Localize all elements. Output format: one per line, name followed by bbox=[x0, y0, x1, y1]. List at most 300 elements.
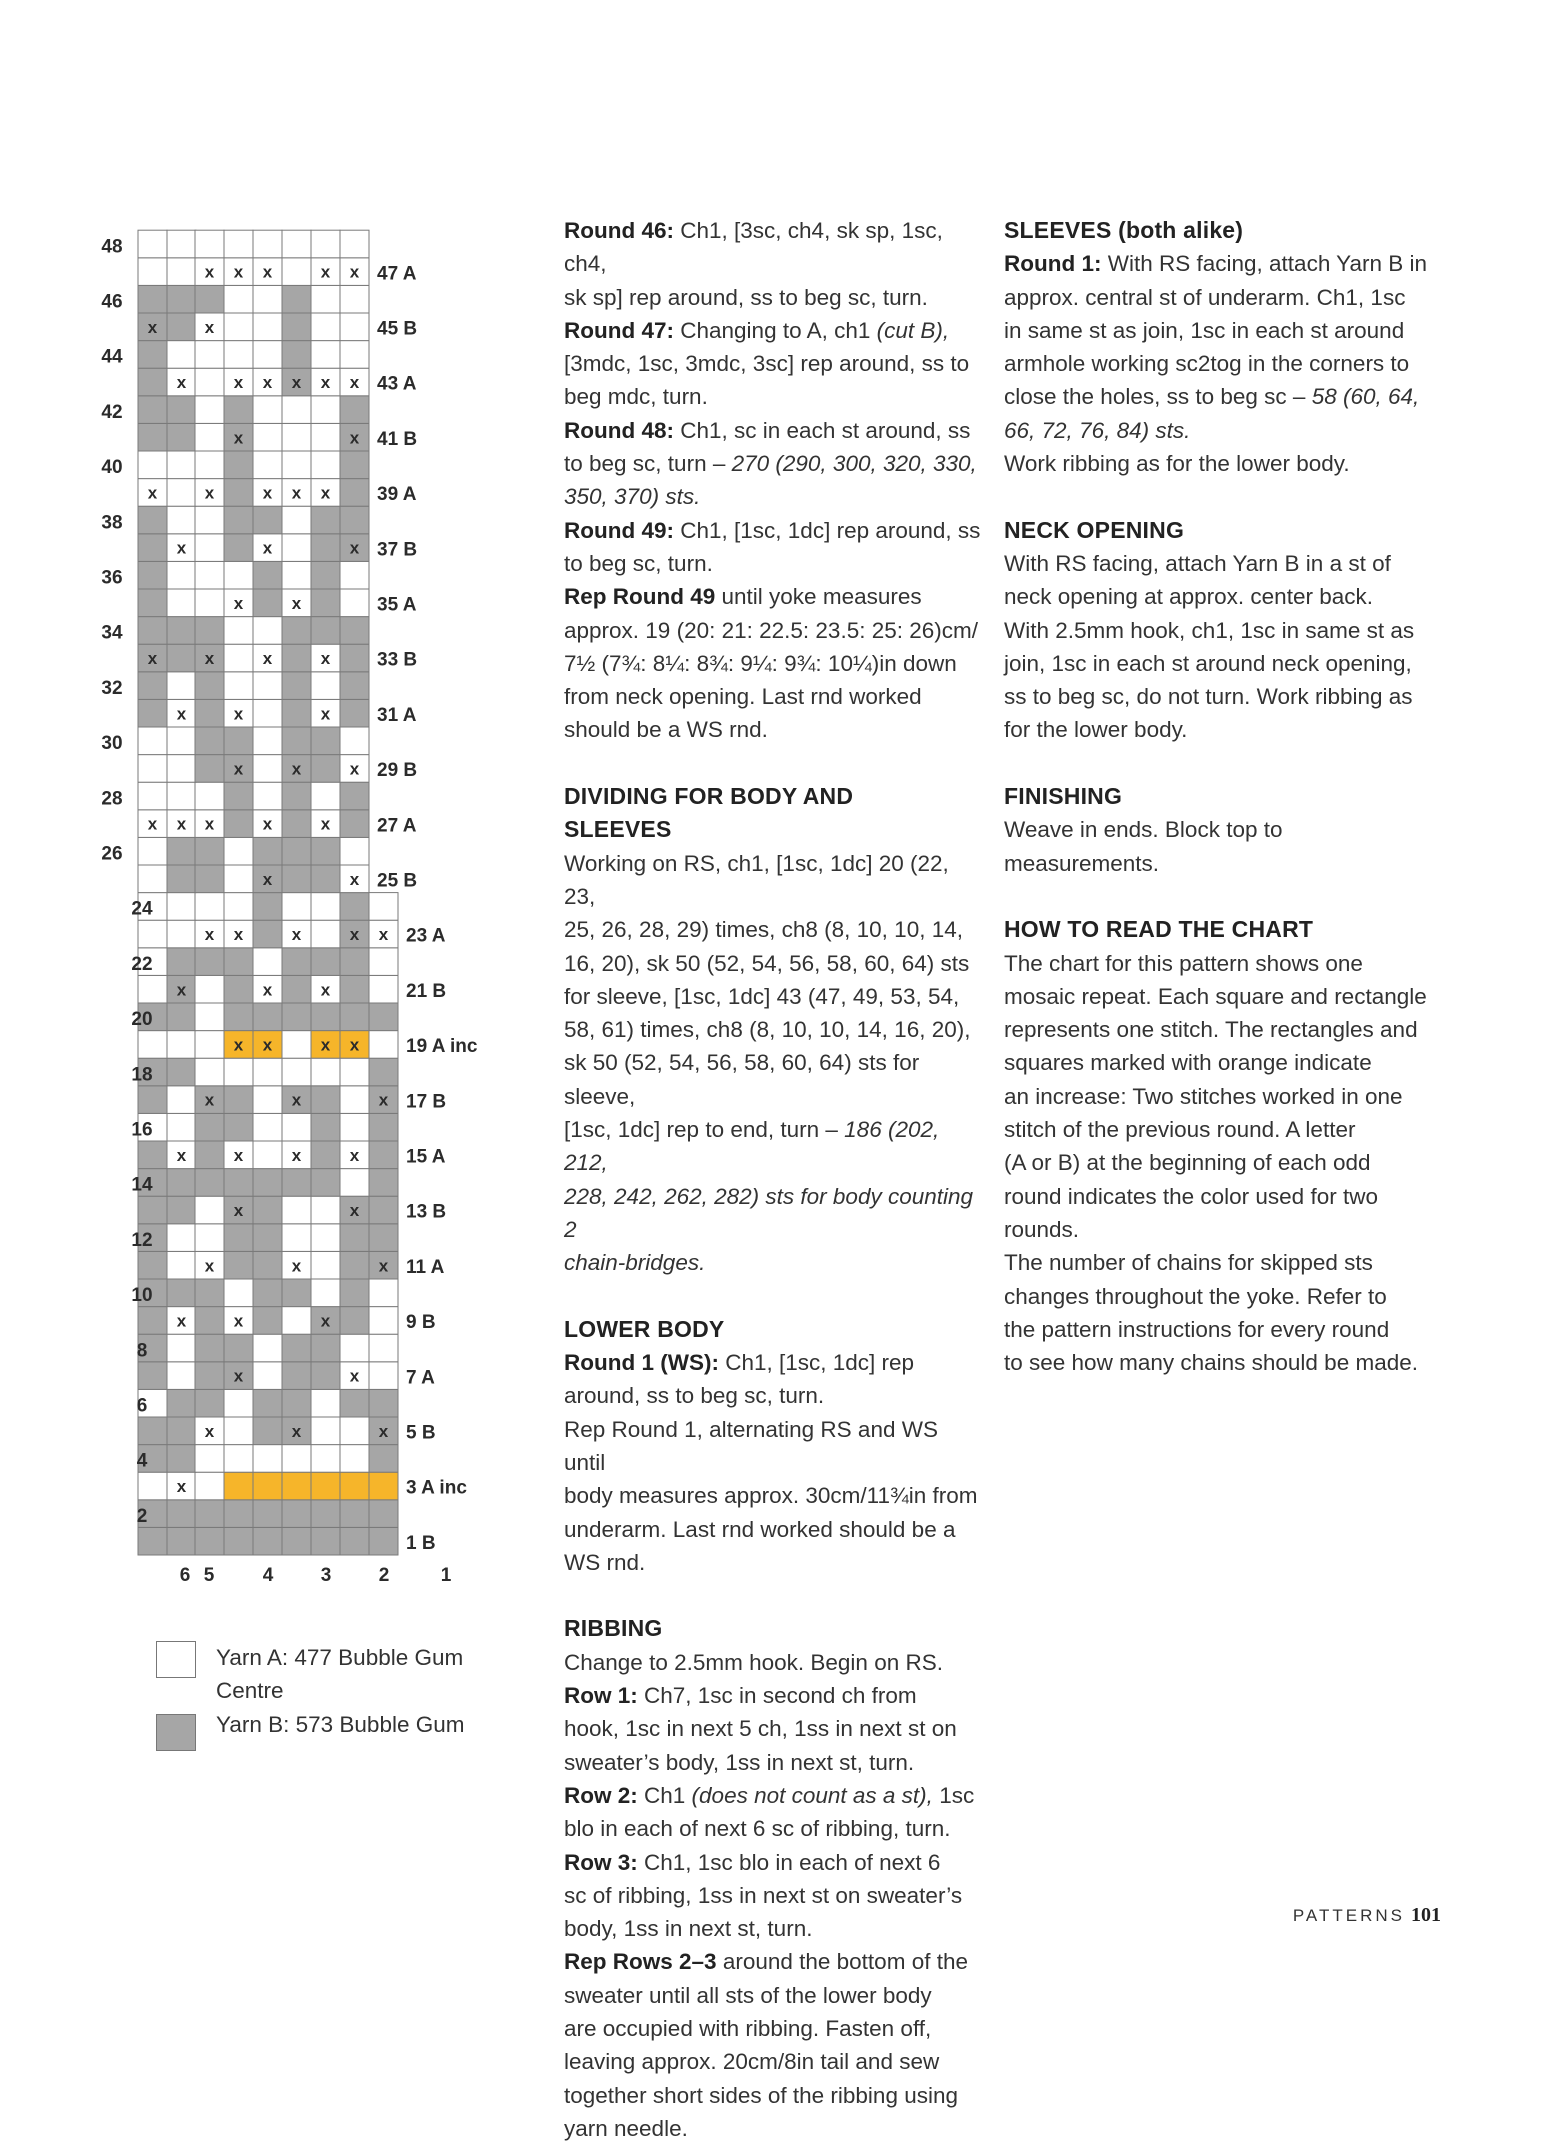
cell-mark-x: x bbox=[176, 373, 187, 393]
heading-ribbing: RIBBING bbox=[564, 1615, 663, 1642]
text-line: for sleeve, [1sc, 1dc] 43 (47, 49, 53, 54, bbox=[564, 983, 960, 1009]
chart-cell bbox=[311, 920, 340, 948]
rep-rows-2-3: Rep Rows 2–3 around the bottom of the bbox=[564, 1949, 968, 1975]
chart-cell bbox=[340, 1334, 369, 1362]
chart-cell bbox=[340, 948, 369, 976]
chart-cell bbox=[340, 230, 369, 258]
chart-cell bbox=[369, 1113, 398, 1141]
chart-cell bbox=[340, 561, 369, 589]
chart-cell bbox=[167, 423, 196, 451]
text-line: changes throughout the yoke. Refer to bbox=[1004, 1283, 1387, 1309]
text-line: With RS facing, attach Yarn B in a st of bbox=[1004, 550, 1391, 576]
round-label: 25 B bbox=[377, 870, 418, 892]
cell-mark-x: x bbox=[262, 483, 273, 503]
chart-cell bbox=[224, 644, 253, 672]
chart-cell bbox=[138, 1031, 167, 1059]
row-number: 4 bbox=[136, 1450, 148, 1472]
chart-cell bbox=[311, 1003, 340, 1031]
chart-cell bbox=[138, 1417, 167, 1445]
chart-cell bbox=[340, 644, 369, 672]
column-label: 5 bbox=[203, 1565, 215, 1586]
chart-cell bbox=[195, 423, 224, 451]
page-footer bbox=[1293, 1904, 1441, 1927]
cell-mark-x: x bbox=[291, 759, 302, 779]
chart-cell bbox=[253, 1500, 282, 1528]
chart-cell bbox=[253, 589, 282, 617]
cell-mark-x: x bbox=[291, 1145, 302, 1165]
cell-mark-x: x bbox=[147, 649, 158, 669]
chart-cell bbox=[282, 1362, 311, 1390]
text-line: Working on RS, ch1, [1sc, 1dc] 20 (22, 23, bbox=[564, 850, 949, 909]
chart-cell bbox=[224, 1113, 253, 1141]
chart-cell bbox=[167, 837, 196, 865]
row-number: 36 bbox=[101, 567, 123, 589]
chart-cell bbox=[224, 1334, 253, 1362]
text-line: 58, 61) times, ch8 (8, 10, 10, 14, 16, 20), bbox=[564, 1017, 971, 1043]
chart-cell bbox=[167, 1334, 196, 1362]
chart-cell bbox=[340, 313, 369, 341]
page-number: 101 bbox=[1411, 1904, 1441, 1926]
chart-cell bbox=[224, 1058, 253, 1086]
chart-cell bbox=[282, 285, 311, 313]
round-47: Round 47: Changing to A, ch1 (cut B), bbox=[564, 317, 950, 343]
cell-mark-x: x bbox=[349, 538, 360, 558]
chart-cell bbox=[253, 1224, 282, 1252]
chart-cell bbox=[138, 782, 167, 810]
chart-cell bbox=[282, 1527, 311, 1555]
chart-cell bbox=[340, 451, 369, 479]
chart-cell bbox=[311, 837, 340, 865]
text-line: together short sides of the ribbing using bbox=[564, 2082, 958, 2108]
chart-cell bbox=[224, 561, 253, 589]
chart-cell bbox=[224, 1251, 253, 1279]
heading-neck-opening: NECK OPENING bbox=[1004, 516, 1185, 543]
cell-mark-x: x bbox=[320, 980, 331, 1000]
cell-mark-x: x bbox=[147, 814, 158, 834]
chart-cell bbox=[253, 1196, 282, 1224]
cell-mark-x: x bbox=[378, 1090, 389, 1110]
chart-cell bbox=[253, 1251, 282, 1279]
chart-cell bbox=[253, 1003, 282, 1031]
cell-mark-x: x bbox=[349, 373, 360, 393]
chart-cell bbox=[138, 368, 167, 396]
chart-cell bbox=[311, 948, 340, 976]
chart-cell bbox=[282, 1113, 311, 1141]
chart-cell bbox=[369, 975, 398, 1003]
chart-cell bbox=[167, 893, 196, 921]
text-line: Weave in ends. Block top to bbox=[1004, 817, 1283, 843]
chart-cell bbox=[224, 1389, 253, 1417]
chart-cell bbox=[195, 506, 224, 534]
chart-cell bbox=[167, 1417, 196, 1445]
row-number: 44 bbox=[101, 346, 123, 368]
chart-cell bbox=[282, 1279, 311, 1307]
cell-mark-x: x bbox=[204, 483, 215, 503]
chart-cell bbox=[195, 1500, 224, 1528]
chart-cell bbox=[253, 1445, 282, 1473]
cell-mark-x: x bbox=[349, 759, 360, 779]
cell-mark-x: x bbox=[349, 869, 360, 889]
chart-cell bbox=[340, 1251, 369, 1279]
chart-cell bbox=[138, 506, 167, 534]
row-number: 40 bbox=[101, 457, 123, 479]
text-line: sc of ribbing, 1ss in next st on sweater’s bbox=[564, 1882, 963, 1908]
chart-cell bbox=[282, 534, 311, 562]
chart-cell bbox=[224, 617, 253, 645]
text-line: sweater until all sts of the lower body bbox=[564, 1982, 932, 2008]
chart-cell bbox=[282, 451, 311, 479]
row-number: 18 bbox=[131, 1064, 153, 1086]
cell-mark-x: x bbox=[291, 1256, 302, 1276]
chart-cell bbox=[282, 1307, 311, 1335]
chart-cell bbox=[311, 561, 340, 589]
pattern-column-2 bbox=[1004, 214, 1444, 1379]
chart-cell bbox=[282, 1003, 311, 1031]
row-number: 34 bbox=[101, 622, 123, 644]
round-label: 19 A inc bbox=[406, 1036, 478, 1058]
ribbing-row-1: Row 1: Ch7, 1sc in second ch from bbox=[564, 1683, 917, 1709]
chart-cell bbox=[224, 534, 253, 562]
row-number: 6 bbox=[136, 1395, 148, 1417]
row-number: 26 bbox=[101, 843, 123, 865]
cell-mark-x: x bbox=[176, 1477, 187, 1497]
cell-mark-x: x bbox=[204, 814, 215, 834]
cell-mark-x: x bbox=[349, 925, 360, 945]
chart-cell bbox=[311, 341, 340, 369]
chart-cell bbox=[224, 1417, 253, 1445]
chart-cell bbox=[195, 672, 224, 700]
chart-cell bbox=[369, 1169, 398, 1197]
chart-cell bbox=[195, 561, 224, 589]
chart-cell bbox=[195, 1224, 224, 1252]
cell-mark-x: x bbox=[176, 538, 187, 558]
chart-cell bbox=[311, 1417, 340, 1445]
cell-mark-x: x bbox=[378, 925, 389, 945]
chart-cell bbox=[311, 451, 340, 479]
heading-dividing-2: SLEEVES bbox=[564, 816, 672, 843]
row-number: 14 bbox=[131, 1174, 153, 1196]
chart-cell bbox=[369, 948, 398, 976]
chart-cell bbox=[224, 672, 253, 700]
chart-cell bbox=[311, 1113, 340, 1141]
chart-cell bbox=[138, 755, 167, 783]
round-label: 9 B bbox=[406, 1312, 436, 1334]
cell-mark-x: x bbox=[291, 1421, 302, 1441]
chart-cell bbox=[340, 1086, 369, 1114]
chart-cell bbox=[167, 1058, 196, 1086]
chart-cell bbox=[340, 1113, 369, 1141]
chart-cell bbox=[167, 948, 196, 976]
chart-cell bbox=[253, 672, 282, 700]
chart-cell bbox=[311, 617, 340, 645]
chart-cell bbox=[311, 755, 340, 783]
cell-mark-x: x bbox=[233, 262, 244, 282]
cell-mark-x: x bbox=[147, 317, 158, 337]
chart-cell bbox=[311, 1141, 340, 1169]
chart-cell bbox=[138, 396, 167, 424]
chart-cell bbox=[195, 589, 224, 617]
chart-cell bbox=[311, 1445, 340, 1473]
text-line: an increase: Two stitches worked in one bbox=[1004, 1083, 1403, 1109]
chart-cell bbox=[167, 1003, 196, 1031]
text-line: in same st as join, 1sc in each st around bbox=[1004, 317, 1405, 343]
text-line: squares marked with orange indicate bbox=[1004, 1050, 1372, 1076]
chart-cell bbox=[282, 506, 311, 534]
chart-cell bbox=[253, 1169, 282, 1197]
chart-cell bbox=[311, 589, 340, 617]
row-number: 28 bbox=[101, 788, 123, 810]
chart-cell bbox=[195, 617, 224, 645]
chart-cell bbox=[282, 672, 311, 700]
chart-cell bbox=[224, 810, 253, 838]
chart-cell bbox=[253, 1058, 282, 1086]
text-line: sweater’s body, 1ss in next st, turn. bbox=[564, 1749, 915, 1775]
cell-mark-x: x bbox=[320, 1311, 331, 1331]
chart-cell bbox=[340, 341, 369, 369]
chart-cell bbox=[369, 893, 398, 921]
row-number: 48 bbox=[101, 236, 123, 258]
chart-cell bbox=[282, 727, 311, 755]
chart-cell bbox=[195, 1196, 224, 1224]
cell-mark-x: x bbox=[291, 483, 302, 503]
text-line: yarn needle. bbox=[564, 2115, 688, 2141]
column-label: 6 bbox=[179, 1565, 191, 1586]
chart-cell bbox=[167, 313, 196, 341]
chart-cell bbox=[224, 396, 253, 424]
cell-mark-x: x bbox=[204, 317, 215, 337]
chart-cell bbox=[340, 672, 369, 700]
cell-mark-x: x bbox=[320, 483, 331, 503]
chart-cell bbox=[224, 1086, 253, 1114]
cell-mark-x: x bbox=[204, 1421, 215, 1441]
chart-cell bbox=[195, 1334, 224, 1362]
chart-cell bbox=[311, 1058, 340, 1086]
chart-cell bbox=[282, 948, 311, 976]
cell-mark-x: x bbox=[204, 262, 215, 282]
text-line: ss to beg sc, do not turn. Work ribbing as bbox=[1004, 684, 1413, 710]
round-label: 35 A bbox=[377, 594, 417, 616]
chart-cell bbox=[167, 1279, 196, 1307]
chart-cell bbox=[224, 865, 253, 893]
text-line: mosaic repeat. Each square and rectangle bbox=[1004, 983, 1427, 1009]
chart-cell bbox=[340, 589, 369, 617]
column-label: 4 bbox=[262, 1565, 274, 1586]
chart-cell bbox=[138, 451, 167, 479]
chart-cell bbox=[138, 1472, 167, 1500]
chart-cell bbox=[167, 589, 196, 617]
text-line: should be a WS rnd. bbox=[564, 717, 768, 743]
chart-cell bbox=[282, 837, 311, 865]
chart-cell bbox=[282, 230, 311, 258]
cell-mark-x: x bbox=[233, 925, 244, 945]
chart-cell bbox=[138, 230, 167, 258]
chart-cell bbox=[340, 1003, 369, 1031]
chart-cell bbox=[253, 1417, 282, 1445]
chart-cell bbox=[138, 837, 167, 865]
text-line: represents one stitch. The rectangles and bbox=[1004, 1017, 1418, 1043]
cell-mark-x: x bbox=[233, 1145, 244, 1165]
pattern-column-1 bbox=[564, 214, 984, 2145]
chart-cell bbox=[224, 341, 253, 369]
chart-cell bbox=[224, 285, 253, 313]
chart-cell bbox=[369, 1279, 398, 1307]
chart-cell bbox=[167, 396, 196, 424]
chart-cell bbox=[224, 1527, 253, 1555]
text-line: are occupied with ribbing. Fasten off, bbox=[564, 2016, 932, 2042]
text-line: 25, 26, 28, 29) times, ch8 (8, 10, 10, 14, bbox=[564, 917, 963, 943]
chart-cell bbox=[340, 617, 369, 645]
chart-cell bbox=[253, 617, 282, 645]
chart-cell bbox=[340, 479, 369, 507]
round-48: Round 48: Ch1, sc in each st around, ss bbox=[564, 417, 971, 443]
chart-cell bbox=[195, 341, 224, 369]
chart-cell bbox=[167, 920, 196, 948]
chart-cell bbox=[253, 699, 282, 727]
chart-cell bbox=[253, 396, 282, 424]
round-label: 31 A bbox=[377, 704, 417, 726]
chart-cell bbox=[195, 782, 224, 810]
chart-cell bbox=[195, 837, 224, 865]
row-number: 20 bbox=[131, 1009, 153, 1031]
round-label: 15 A bbox=[406, 1146, 446, 1168]
heading-finishing: FINISHING bbox=[1004, 783, 1123, 810]
chart-cell bbox=[195, 230, 224, 258]
chart-cell bbox=[340, 1058, 369, 1086]
chart-cell bbox=[282, 1389, 311, 1417]
chart-cell bbox=[138, 258, 167, 286]
chart-cell bbox=[311, 1196, 340, 1224]
chart-cell bbox=[311, 230, 340, 258]
chart-cell bbox=[224, 1003, 253, 1031]
column-label: 3 bbox=[320, 1565, 332, 1586]
round-label: 41 B bbox=[377, 428, 418, 450]
chart-cell bbox=[311, 727, 340, 755]
chart-cell bbox=[224, 1445, 253, 1473]
round-label: 7 A bbox=[406, 1367, 435, 1389]
text-line: chain-bridges. bbox=[564, 1250, 706, 1276]
chart-cell bbox=[138, 1527, 167, 1555]
chart-cell bbox=[311, 534, 340, 562]
chart-cell bbox=[224, 1279, 253, 1307]
chart-cell bbox=[282, 810, 311, 838]
round-label: 33 B bbox=[377, 649, 418, 671]
chart-cell bbox=[167, 1362, 196, 1390]
chart-cell bbox=[282, 699, 311, 727]
legend bbox=[216, 1641, 464, 1741]
round-label: 23 A bbox=[406, 925, 446, 947]
chart-cell bbox=[253, 893, 282, 921]
text-line: around, ss to beg sc, turn. bbox=[564, 1383, 825, 1409]
heading-lower-body: LOWER BODY bbox=[564, 1315, 725, 1342]
cell-mark-x: x bbox=[291, 925, 302, 945]
chart-cell bbox=[195, 1058, 224, 1086]
round-label: 39 A bbox=[377, 484, 417, 506]
chart-cell bbox=[282, 644, 311, 672]
cell-mark-x: x bbox=[233, 373, 244, 393]
chart-cell bbox=[282, 396, 311, 424]
text-line: blo in each of next 6 sc of ribbing, turn. bbox=[564, 1816, 951, 1842]
text-line: hook, 1sc in next 5 ch, 1ss in next st on bbox=[564, 1716, 957, 1742]
round-label: 47 A bbox=[377, 263, 417, 285]
cell-mark-x: x bbox=[233, 1311, 244, 1331]
text-line: to see how many chains should be made. bbox=[1004, 1350, 1418, 1376]
cell-mark-x: x bbox=[262, 1035, 273, 1055]
row-number: 16 bbox=[131, 1119, 153, 1141]
text-line: sk 50 (52, 54, 56, 58, 60, 64) sts for sleeve, bbox=[564, 1050, 920, 1109]
text-line: 228, 242, 262, 282) sts for body counting 2 bbox=[564, 1183, 974, 1242]
text-line: close the holes, ss to beg sc – 58 (60, 64, bbox=[1004, 384, 1420, 410]
cell-mark-x: x bbox=[349, 262, 360, 282]
text-line: The number of chains for skipped sts bbox=[1004, 1250, 1373, 1276]
cell-mark-x: x bbox=[262, 373, 273, 393]
cell-mark-x: x bbox=[233, 428, 244, 448]
text-line: leaving approx. 20cm/8in tail and sew bbox=[564, 2049, 940, 2075]
chart-cell bbox=[340, 1527, 369, 1555]
cell-mark-x: x bbox=[320, 704, 331, 724]
chart-cell bbox=[167, 1031, 196, 1059]
chart-cell bbox=[138, 1307, 167, 1335]
chart-cell bbox=[167, 451, 196, 479]
chart-cell bbox=[311, 865, 340, 893]
chart-cell bbox=[311, 1086, 340, 1114]
chart-cell bbox=[253, 727, 282, 755]
chart-cell bbox=[340, 975, 369, 1003]
chart-cell bbox=[195, 755, 224, 783]
chart-cell bbox=[138, 534, 167, 562]
cell-mark-x: x bbox=[291, 373, 302, 393]
round-label: 13 B bbox=[406, 1201, 447, 1223]
chart-cell bbox=[369, 1362, 398, 1390]
chart-cell bbox=[282, 1196, 311, 1224]
cell-mark-x: x bbox=[176, 704, 187, 724]
text-line: 66, 72, 76, 84) sts. bbox=[1004, 417, 1191, 443]
chart-cell bbox=[138, 1196, 167, 1224]
chart-cell bbox=[340, 699, 369, 727]
cell-mark-x: x bbox=[147, 483, 158, 503]
chart-cell bbox=[167, 1389, 196, 1417]
chart-cell bbox=[311, 1362, 340, 1390]
chart-cell bbox=[195, 1527, 224, 1555]
cell-mark-x: x bbox=[320, 373, 331, 393]
chart-cell bbox=[282, 561, 311, 589]
chart-cell bbox=[340, 782, 369, 810]
chart-cell bbox=[253, 1086, 282, 1114]
text-line: approx. central st of underarm. Ch1, 1sc bbox=[1004, 284, 1406, 310]
chart-cell bbox=[282, 1500, 311, 1528]
chart-cell bbox=[282, 617, 311, 645]
chart-cell bbox=[224, 782, 253, 810]
chart-cell bbox=[311, 423, 340, 451]
legend-yarn-a-line2: Centre bbox=[216, 1678, 284, 1704]
round-label: 3 A inc bbox=[406, 1477, 467, 1499]
chart-cell bbox=[340, 1417, 369, 1445]
row-number: 42 bbox=[101, 401, 123, 423]
chart-cell bbox=[167, 644, 196, 672]
chart-cell bbox=[282, 1445, 311, 1473]
round-label: 37 B bbox=[377, 539, 418, 561]
chart-cell bbox=[253, 1141, 282, 1169]
chart-cell bbox=[224, 451, 253, 479]
chart-cell bbox=[167, 1500, 196, 1528]
chart-cell bbox=[253, 451, 282, 479]
row-number: 46 bbox=[101, 291, 123, 313]
text-line: beg mdc, turn. bbox=[564, 384, 708, 410]
chart-cell bbox=[138, 865, 167, 893]
chart-cell bbox=[195, 1031, 224, 1059]
text-line: 350, 370) sts. bbox=[564, 484, 701, 510]
chart-cell bbox=[311, 1279, 340, 1307]
chart-cell bbox=[253, 1527, 282, 1555]
